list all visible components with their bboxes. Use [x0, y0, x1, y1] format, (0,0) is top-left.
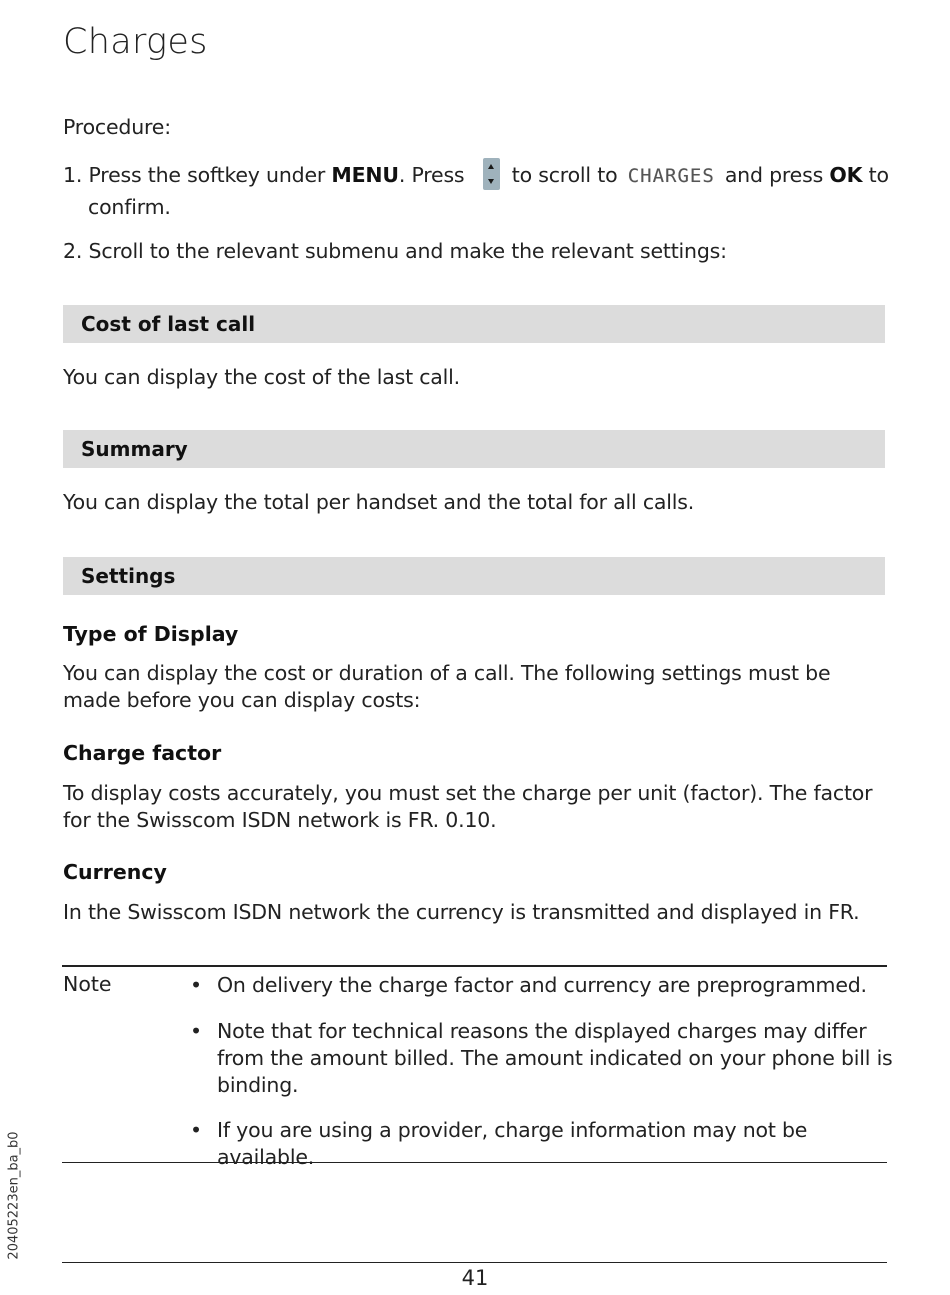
section-bar-settings [63, 557, 885, 595]
section-text-summary: You can display the total per handset and the total for all calls. [63, 490, 695, 514]
note-label: Note [63, 972, 112, 996]
bullet-icon: • [190, 1019, 202, 1043]
note-bullet-2-text: Note that for technical reasons the displayed charges may differ from the amount billed. The amount indicated on your phone bill is binding. [217, 1019, 893, 1097]
type-of-display-text: You can display the cost or duration of a call. The following settings must be made before you can display costs: [63, 661, 831, 712]
bullet-icon: • [190, 1118, 202, 1142]
step-1-to: to [868, 163, 889, 187]
lcd-charges-label: CHARGES [627, 165, 715, 187]
type-of-display-heading: Type of Display [63, 622, 239, 646]
note-bottom-rule [62, 1162, 887, 1163]
ok-key-label: OK [829, 163, 863, 187]
step-1-text-mid: . Press [398, 163, 465, 187]
step-2-number: 2. [63, 239, 83, 263]
note-top-rule [62, 965, 887, 967]
step-2-text: Scroll to the relevant submenu and make the relevant settings: [88, 239, 727, 263]
up-down-scroll-key-icon [483, 158, 500, 190]
step-1-continuation: confirm. [88, 195, 171, 219]
step-1 [63, 160, 893, 192]
step-1-and-press: and press [724, 163, 824, 187]
menu-key-label: MENU [331, 163, 399, 187]
page-number: 41 [461, 1266, 489, 1290]
document-id: 20405223en_ba_b0 [6, 1131, 22, 1260]
footer-rule [62, 1262, 887, 1263]
procedure-label: Procedure: [63, 115, 171, 139]
bullet-icon: • [190, 973, 202, 997]
step-2 [63, 236, 727, 267]
note-bullet-1-text: On delivery the charge factor and currency are preprogrammed. [217, 973, 867, 997]
section-heading-summary: Summary [81, 437, 188, 461]
section-bar-cost-of-last-call [63, 305, 885, 343]
note-bullet-3-text: If you are using a provider, charge information may not be available. [217, 1118, 808, 1169]
step-1-number: 1. [63, 163, 83, 187]
charge-factor-text: To display costs accurately, you must set the charge per unit (factor). The factor for the Swisscom ISDN network is FR. 0.10. [63, 781, 873, 832]
charge-factor-heading: Charge factor [63, 741, 222, 765]
step-1-text-pre: Press the softkey under [88, 163, 332, 187]
currency-text: In the Swisscom ISDN network the currency is transmitted and displayed in FR. [63, 900, 860, 924]
note-bullet-1 [190, 972, 907, 999]
page-title: Charges [63, 22, 208, 62]
section-bar-summary [63, 430, 885, 468]
section-text-cost-of-last-call: You can display the cost of the last call. [63, 365, 460, 389]
section-heading-cost-of-last-call: Cost of last call [81, 312, 256, 336]
step-1-to-scroll: to scroll to [511, 163, 618, 187]
currency-heading: Currency [63, 860, 167, 884]
note-bullet-2 [190, 1018, 907, 1099]
section-heading-settings: Settings [81, 564, 176, 588]
